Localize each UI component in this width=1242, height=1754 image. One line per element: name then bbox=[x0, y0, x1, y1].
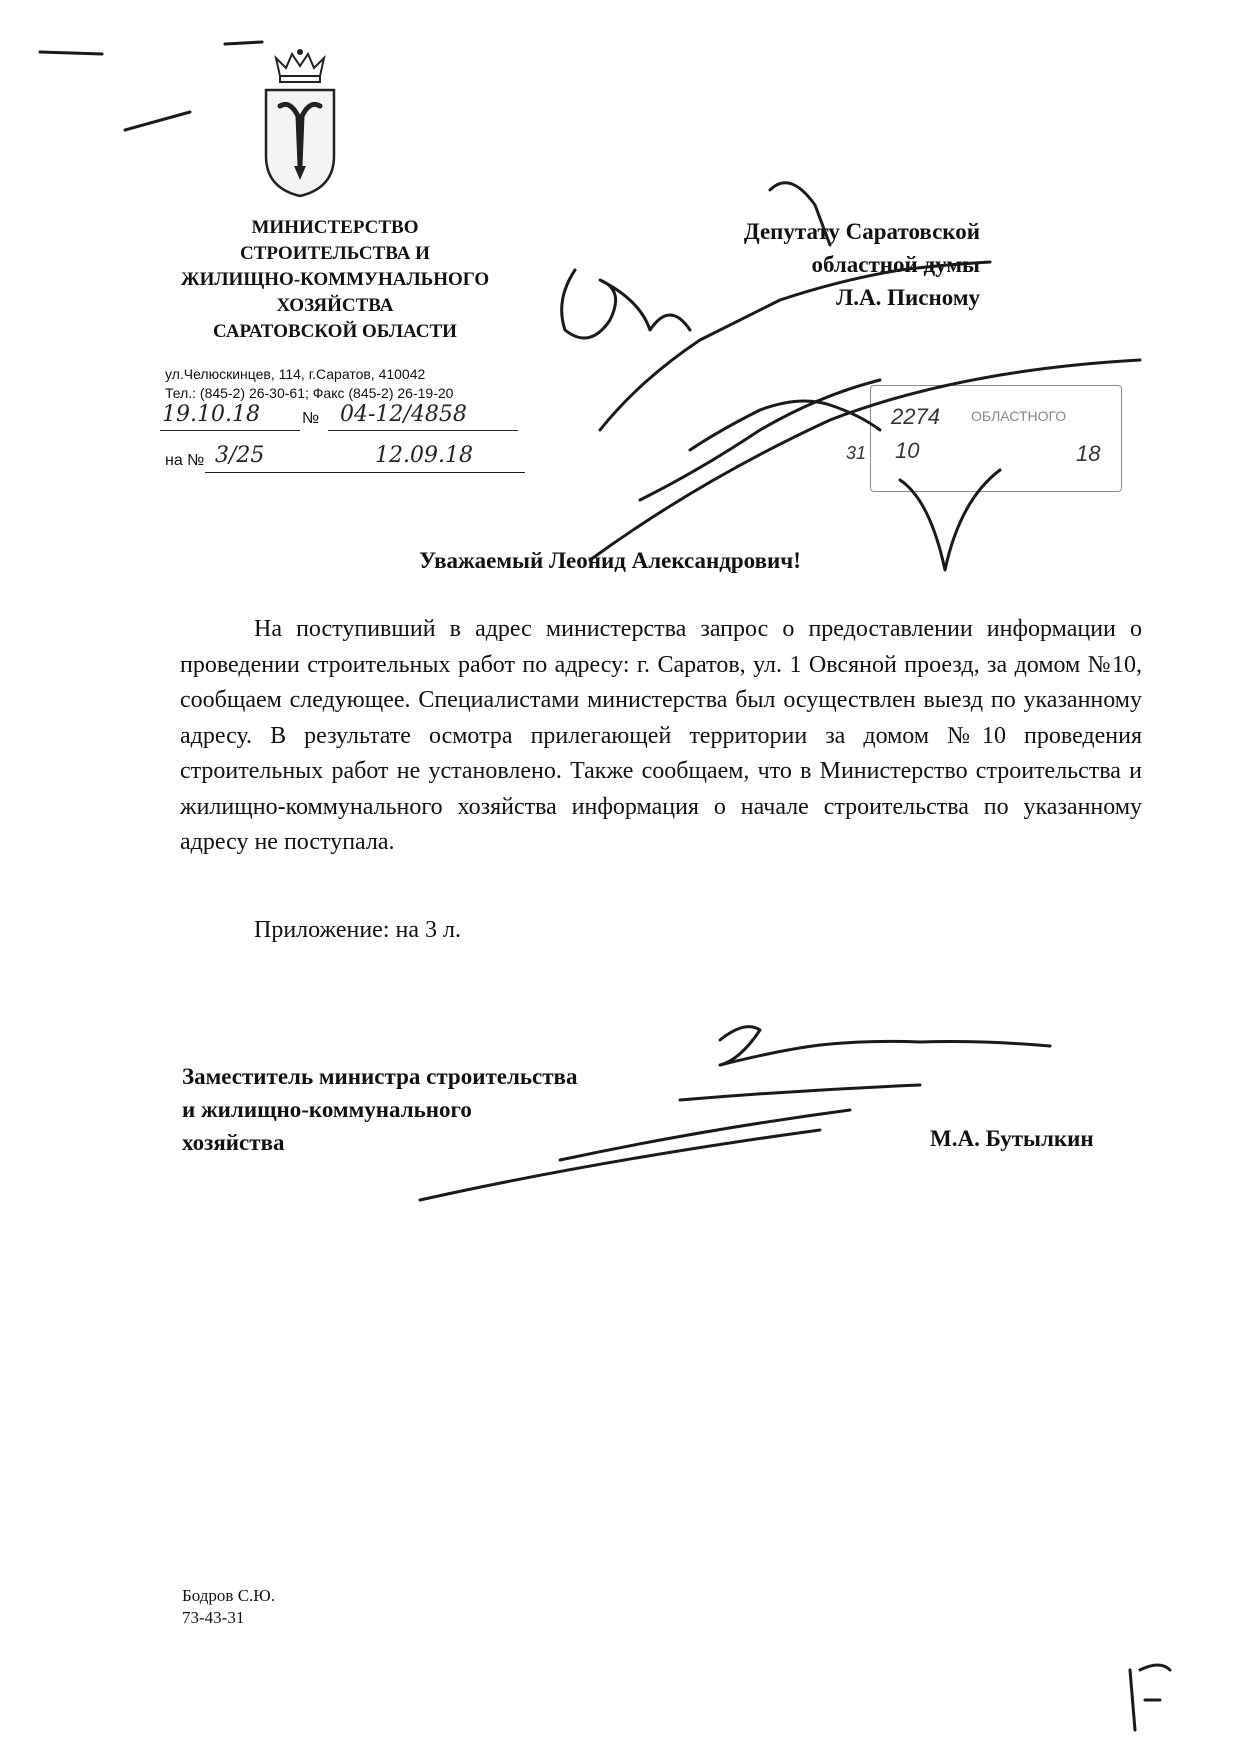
recipient-line: Л.А. Писному bbox=[836, 285, 980, 310]
sender-line: МИНИСТЕРСТВО bbox=[251, 217, 419, 238]
recipient-line: Депутату Саратовской bbox=[743, 219, 980, 244]
sender-contacts bbox=[165, 365, 525, 403]
stamp-day: 31 bbox=[846, 443, 867, 463]
sender-block bbox=[150, 215, 520, 345]
stamp-text: ОБЛАСТНОГО bbox=[971, 408, 1067, 424]
signer-title-line: и жилищно-коммунального bbox=[182, 1097, 472, 1122]
incoming-stamp bbox=[846, 385, 1122, 492]
sender-line: ЖИЛИЩНО-КОММУНАЛЬНОГО bbox=[180, 269, 490, 290]
outgoing-registration bbox=[160, 402, 520, 432]
date-underline bbox=[160, 430, 300, 431]
greeting: Уважаемый Леонид Александрович! bbox=[419, 548, 801, 573]
recipient-line: областной думы bbox=[811, 252, 980, 277]
reference-number: 3/25 bbox=[215, 443, 265, 468]
stamp-month: 10 bbox=[895, 438, 920, 463]
signature-stroke bbox=[720, 1027, 1050, 1065]
sender-phones: Тел.: (845-2) 26-30-61; Факс (845-2) 26-19-20 bbox=[165, 385, 454, 401]
reference-underline bbox=[205, 472, 525, 473]
reference-registration bbox=[165, 443, 525, 474]
recipient-block bbox=[600, 215, 980, 314]
page-mark bbox=[1130, 1665, 1170, 1730]
margin-mark bbox=[225, 42, 262, 44]
outgoing-date: 19.10.18 bbox=[162, 402, 260, 427]
signer-title-line: Заместитель министра строительства bbox=[182, 1064, 578, 1089]
attachment-note: Приложение: на 3 л. bbox=[254, 917, 461, 943]
number-underline bbox=[328, 430, 518, 431]
executor-block bbox=[182, 1585, 275, 1629]
sender-line: СТРОИТЕЛЬСТВА И bbox=[240, 243, 430, 264]
signer-name: М.А. Бутылкин bbox=[930, 1126, 1094, 1151]
reference-label: на № bbox=[165, 452, 205, 469]
margin-mark bbox=[40, 52, 102, 54]
number-label: № bbox=[302, 410, 320, 427]
sender-address: ул.Челюскинцев, 114, г.Саратов, 410042 bbox=[165, 366, 426, 382]
sender-line: САРАТОВСКОЙ ОБЛАСТИ bbox=[213, 321, 457, 342]
executor-phone: 73-43-31 bbox=[182, 1608, 245, 1627]
outgoing-number: 04-12/4858 bbox=[340, 402, 467, 427]
executor-name: Бодров С.Ю. bbox=[182, 1586, 276, 1605]
signer-title-line: хозяйства bbox=[182, 1130, 285, 1155]
sender-line: ХОЗЯЙСТВА bbox=[276, 295, 394, 316]
coat-of-arms bbox=[258, 48, 342, 198]
signer-title bbox=[182, 1060, 577, 1159]
signature-stroke bbox=[680, 1085, 920, 1100]
body-paragraph: На поступивший в адрес министерства запрос о предоставлении информации о проведении строительных работ по адресу: г. Саратов, ул. 1 Овсяной проезд, за домом №10, сообщаем следующее. Специалистами министерства был осуществлен выезд по указанному адресу. В результате осмотра прилегающей территории за домом №10 проведения строительных работ не установлено. Также сообщаем, что в Министерство строительства и жилищно-коммунального хозяйства информация о начале строительства по указанному адресу не поступала. bbox=[180, 616, 1142, 855]
resolution-stroke bbox=[640, 380, 880, 500]
reference-date: 12.09.18 bbox=[375, 443, 473, 468]
saratov-coat-of-arms-icon bbox=[258, 48, 342, 198]
stamp-incoming-number: 2274 bbox=[891, 404, 940, 429]
signature-stroke bbox=[560, 1110, 850, 1160]
margin-mark bbox=[125, 112, 190, 130]
letter-body bbox=[180, 612, 1142, 861]
stamp-year: 18 bbox=[1076, 441, 1101, 466]
